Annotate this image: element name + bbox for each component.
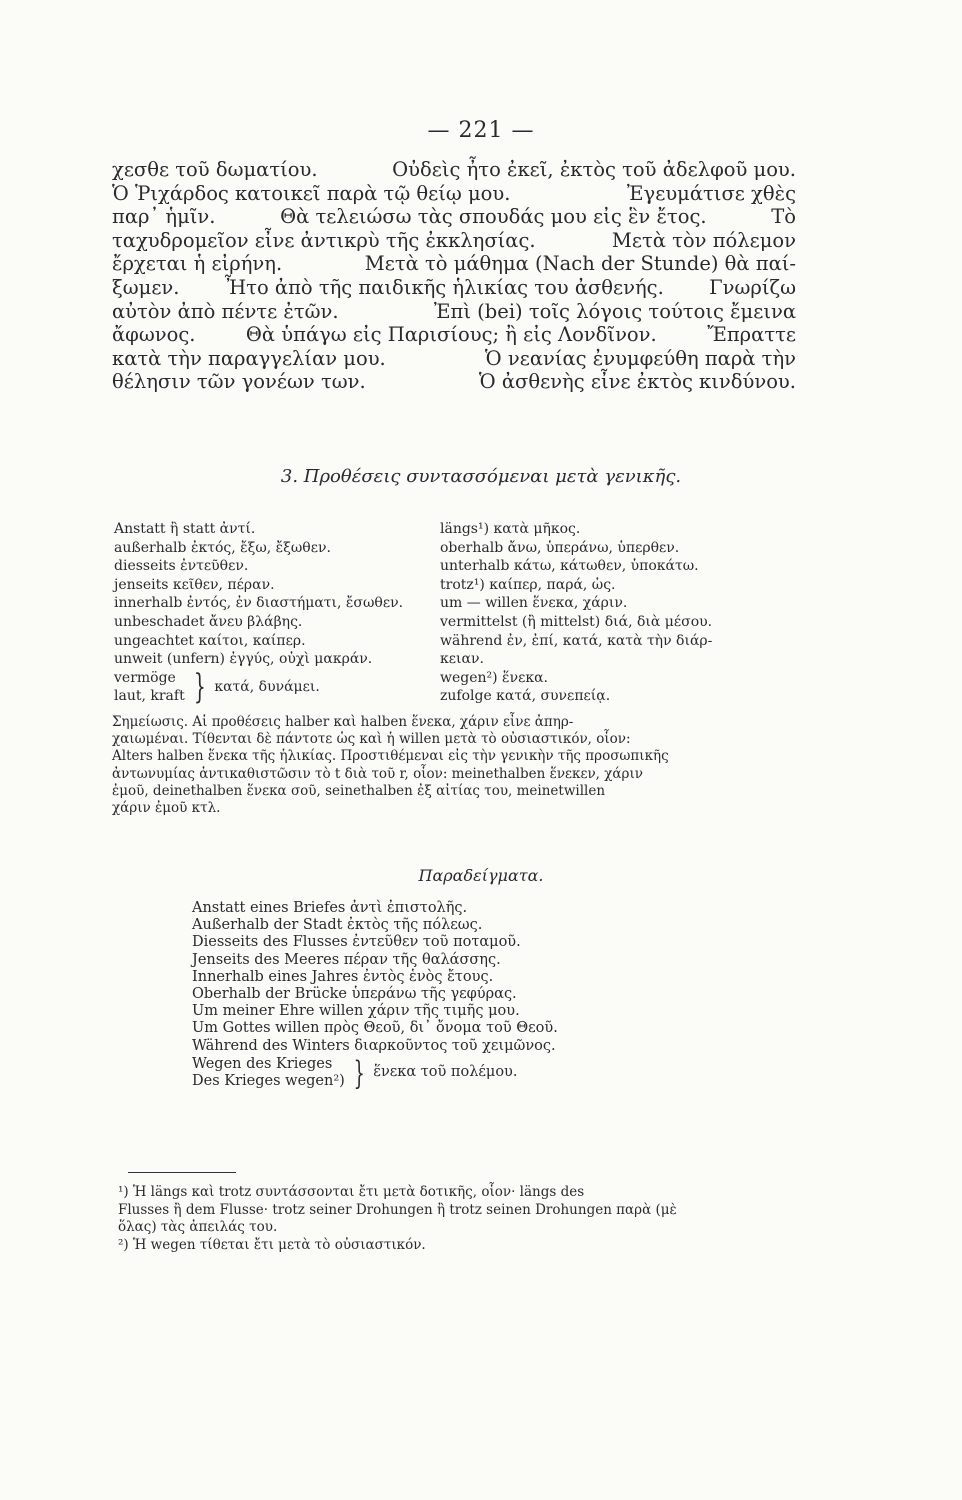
body-line-segment: Ἐγευμάτισε χθὲς	[626, 181, 796, 205]
brace-meaning: κατά, δυνάμει.	[214, 679, 320, 696]
body-line-segment: ἔρχεται ἡ εἰρήνη.	[112, 252, 283, 276]
body-line	[112, 300, 796, 324]
body-line-segment: παρ᾽ ἡμῖν.	[112, 205, 216, 229]
body-line-segment: Ὁ Ῥιχάρδος κατοικεῖ παρὰ τῷ θείῳ μου.	[112, 181, 511, 205]
examples-list	[192, 900, 752, 1093]
preposition-entry: jenseits κεῖθεν, πέραν.	[114, 576, 275, 593]
body-line	[112, 347, 796, 371]
example-line: Des Krieges wegen²)	[192, 1073, 345, 1090]
preposition-entry: laut, kraft	[114, 688, 185, 705]
preposition-entry: zufolge κατά, συνεπείᾳ.	[440, 688, 611, 705]
body-line-segment: ξωμεν.	[112, 275, 180, 299]
body-line-segment: κατὰ τὴν παραγγελίαν μου.	[112, 346, 386, 370]
body-line	[112, 276, 796, 300]
note-line: χάριν ἐμοῦ κτλ.	[112, 800, 221, 817]
body-line-segment: ταχυδρομεῖον εἶνε ἀντικρὺ τῆς ἐκκλησίας.	[112, 228, 536, 252]
body-line-segment: Τὸ	[771, 205, 796, 229]
body-line-segment: Μετὰ τὸν πόλεμον	[611, 228, 796, 252]
body-text	[112, 158, 796, 394]
examples-heading: Παραδείγματα.	[418, 866, 544, 885]
preposition-entry: unterhalb κάτω, κάτωθεν, ὑποκάτω.	[440, 558, 699, 575]
body-line	[112, 158, 796, 182]
brace-group	[114, 669, 414, 706]
footnotes	[118, 1184, 798, 1254]
preposition-entry: längs¹) κατὰ μῆκος.	[440, 521, 581, 537]
preposition-entry: innerhalb ἐντός, ἐν διαστήματι, ἔσωθεν.	[114, 595, 404, 612]
body-line-segment: Ἦτο ἀπὸ τῆς παιδικῆς ἡλικίας του ἀσθενής.	[224, 275, 664, 299]
preposition-entry: unbeschadet ἄνευ βλάβης.	[114, 613, 303, 630]
example-brace-group	[192, 1054, 752, 1093]
preposition-entry: um — willen ἕνεκα, χάριν.	[440, 595, 628, 612]
body-line	[112, 182, 796, 206]
preposition-entry: vermittelst (ἢ mittelst) διά, διὰ μέσου.	[440, 613, 713, 630]
footnote-separator	[128, 1172, 236, 1173]
note-line: Alters halben ἕνεκα τῆς ἡλικίας. Προστιθέμεναι εἰς τὴν γενικὴν τῆς προσωπικῆς	[112, 748, 669, 765]
note-line: ἀντωνυμίας ἀντικαθιστῶσιν τὸ t διὰ τοῦ r, οἷον: meinethalben ἕνεκεν, χάριν	[112, 765, 643, 782]
preposition-entry: vermöge	[114, 669, 176, 686]
brace-words	[114, 669, 185, 706]
footnote-line: ὅλας) τὰς ἀπειλάς του.	[118, 1219, 278, 1235]
body-line	[112, 370, 796, 394]
body-line-segment: Ὁ ἀσθενὴς εἶνε ἐκτὸς κινδύνου.	[478, 370, 796, 394]
preposition-entry: κειαν.	[440, 651, 484, 668]
example-line: Diesseits des Flusses ἐντεῦθεν τοῦ ποταμοῦ.	[192, 934, 521, 951]
brace-meaning: ἕνεκα τοῦ πολέμου.	[373, 1064, 518, 1081]
body-line-segment: Ἔπραττε	[707, 323, 796, 347]
note-line: Σημείωσις. Αἱ προθέσεις halber καὶ halben ἕνεκα, χάριν εἶνε ἀπηρ-	[112, 714, 574, 730]
curly-brace: }	[193, 667, 206, 708]
example-line: Um Gottes willen πρὸς Θεοῦ, δι᾽ ὄνομα τοῦ Θεοῦ.	[192, 1020, 558, 1037]
example-line: Während des Winters διαρκοῦντος τοῦ χειμῶνος.	[192, 1037, 556, 1054]
preposition-entry: Anstatt ἢ statt ἀντί.	[114, 521, 256, 537]
body-line-segment: Θὰ ὑπάγω εἰς Παρισίους; ἢ εἰς Λονδῖνον.	[245, 323, 657, 347]
footnote-line: ²) Ἡ wegen τίθεται ἔτι μετὰ τὸ οὐσιαστικόν.	[118, 1236, 426, 1253]
body-line	[112, 252, 796, 276]
brace-words	[192, 1056, 345, 1090]
body-line-segment: αὐτὸν ἀπὸ πέντε ἐτῶν.	[112, 299, 339, 323]
note-line: χαιωμέναι. Τίθενται δὲ πάντοτε ὡς καὶ ἡ willen μετὰ τὸ οὐσιαστικόν, οἷον:	[112, 731, 631, 748]
body-line-segment: χεσθε τοῦ δωματίου.	[112, 158, 318, 181]
body-line-segment: ἄφωνος.	[112, 323, 196, 347]
preposition-entry: unweit (unfern) ἐγγύς, οὐχὶ μακράν.	[114, 651, 373, 668]
curly-brace: }	[353, 1054, 365, 1093]
example-line: Um meiner Ehre willen χάριν τῆς τιμῆς μου.	[192, 1003, 520, 1020]
body-line-segment: Γνωρίζω	[709, 275, 796, 299]
example-line: Anstatt eines Briefes ἀντὶ ἐπιστολῆς.	[192, 900, 468, 916]
body-line-segment: Μετὰ τὸ μάθημα (Nach der Stunde) θὰ παί-	[364, 252, 796, 276]
preposition-entry: trotz¹) καίπερ, παρά, ὡς.	[440, 576, 616, 593]
preposition-entry: diesseits ἐντεῦθεν.	[114, 558, 249, 575]
body-line	[112, 229, 796, 253]
preposition-entry: außerhalb ἐκτός, ἔξω, ἔξωθεν.	[114, 539, 331, 556]
body-line-segment: Θὰ τελειώσω τὰς σπουδάς μου εἰς ἓν ἔτος.	[280, 205, 707, 229]
note-paragraph	[112, 714, 796, 817]
preposition-entry: während ἐν, ἐπί, κατά, κατὰ τὴν διάρ-	[440, 632, 713, 649]
example-line: Außerhalb der Stadt ἐκτὸς τῆς πόλεως.	[192, 917, 483, 934]
page-number: — 221 —	[427, 118, 535, 143]
footnote-line: Flusses ἢ dem Flusse· trotz seiner Drohungen ἢ trotz seinen Drohungen παρὰ (μὲ	[118, 1201, 677, 1218]
body-line-segment: Ὁ νεανίας ἐνυμφεύθη παρὰ τὴν	[484, 346, 796, 370]
example-line: Oberhalb der Brücke ὑπεράνω τῆς γεφύρας.	[192, 986, 517, 1003]
body-line	[112, 323, 796, 347]
preposition-entry: oberhalb ἄνω, ὑπεράνω, ὑπερθεν.	[440, 539, 680, 556]
preposition-entry: wegen²) ἕνεκα.	[440, 669, 548, 686]
section-heading: 3. Προθέσεις συντασσόμεναι μετὰ γενικῆς.	[280, 466, 682, 487]
example-line: Jenseits des Meeres πέραν τῆς θαλάσσης.	[192, 951, 501, 968]
example-line: Innerhalb eines Jahres ἐντὸς ἑνὸς ἔτους.	[192, 968, 494, 985]
note-line: ἐμοῦ, deinethalben ἕνεκα σοῦ, seinethalben ἐξ αἰτίας του, meinetwillen	[112, 782, 606, 799]
footnote-line: ¹) Ἡ längs καὶ trotz συντάσσονται ἔτι μετὰ δοτικῆς, οἷον· längs des	[118, 1184, 585, 1200]
prepositions-left-column	[114, 520, 414, 706]
body-line-segment: θέλησιν τῶν γονέων των.	[112, 370, 366, 394]
body-line-segment: Οὐδεὶς ἦτο ἐκεῖ, ἐκτὸς τοῦ ἀδελφοῦ μου.	[392, 158, 796, 181]
body-line-segment: Ἐπὶ (bei) τοῖς λόγοις τούτοις ἔμεινα	[433, 299, 796, 323]
body-line	[112, 205, 796, 229]
preposition-entry: ungeachtet καίτοι, καίπερ.	[114, 632, 306, 649]
prepositions-right-column	[440, 520, 770, 706]
example-line: Wegen des Krieges	[192, 1055, 333, 1072]
